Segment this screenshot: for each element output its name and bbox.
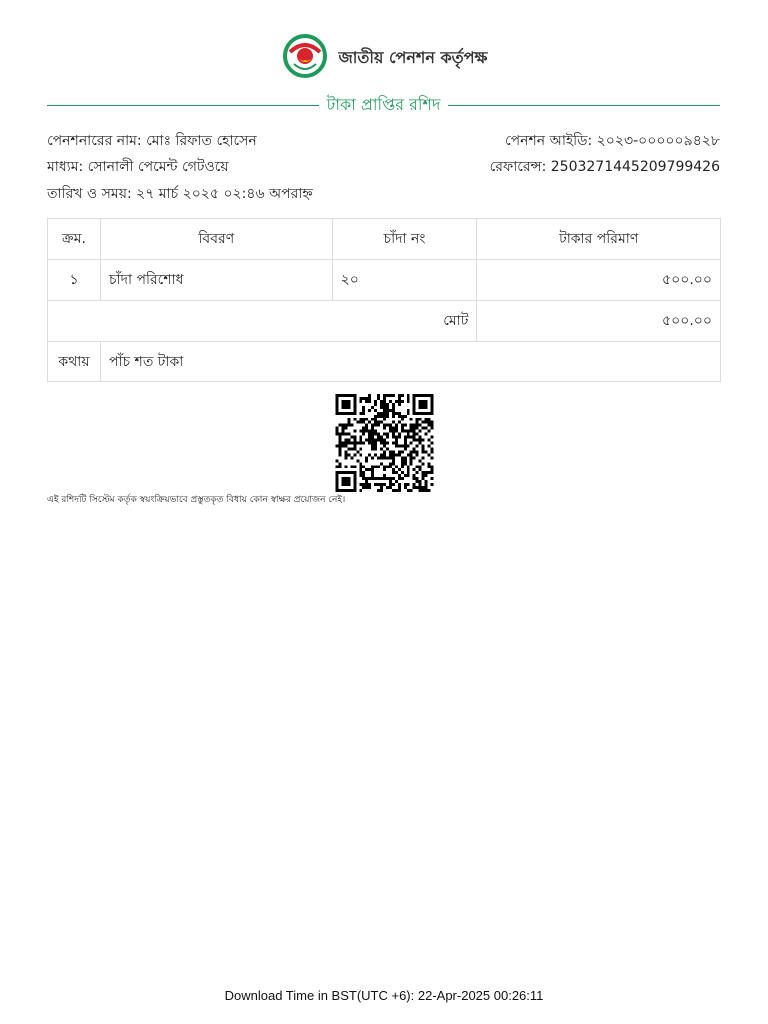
- receipt-title-row: [47, 92, 720, 118]
- org-name: জাতীয় পেনশন কর্তৃপক্ষ: [338, 47, 488, 67]
- in-words-label: কথায়: [48, 342, 101, 382]
- row-serial: ১: [48, 260, 101, 301]
- in-words-value: পাঁচ শত টাকা: [100, 342, 720, 382]
- pension-id: পেনশন আইডি: ২০২৩-০০০০০৯৪২৮: [504, 133, 720, 149]
- pensioner-name: পেনশনারের নাম: মোঃ রিফাত হোসেন: [47, 133, 257, 149]
- info-row-datetime: [47, 182, 720, 204]
- title-divider-left: [47, 105, 319, 106]
- receipt-title: টাকা প্রাপ্তির রশিদ: [326, 94, 441, 114]
- row-contribution-no: ২০: [332, 260, 477, 301]
- total-label: মোট: [48, 301, 477, 342]
- row-amount: ৫০০.০০: [477, 260, 721, 301]
- header-serial: ক্রম.: [48, 219, 101, 260]
- payment-datetime: তারিখ ও সময়: ২৭ মার্চ ২০২৫ ০২:৪৬ অপরাহ্ন: [47, 186, 313, 202]
- reference-number: রেফারেন্স: 2503271445209799426: [489, 159, 720, 175]
- total-amount: ৫০০.০০: [477, 301, 721, 342]
- table-row: [48, 260, 721, 301]
- download-time: Download Time in BST(UTC +6): 22-Apr-2025 00:26:11: [224, 988, 544, 1003]
- qr-code-icon: [333, 394, 436, 492]
- info-row-name-id: [47, 129, 720, 151]
- header-contribution-no: চাঁদা নং: [332, 219, 477, 260]
- title-divider-right: [448, 105, 720, 106]
- no-signature-note: এই রশিদটি সিস্টেম কর্তৃক স্বয়ংক্রিয়ভাবে প্রস্তুতকৃত বিধায় কোন স্বাক্ষর প্রয়োজন নেই।: [47, 495, 346, 505]
- header-amount: টাকার পরিমাণ: [477, 219, 721, 260]
- receipt-table: [47, 218, 721, 382]
- qr-code: [333, 394, 436, 492]
- row-description: চাঁদা পরিশোধ: [100, 260, 332, 301]
- table-header-row: [48, 219, 721, 260]
- in-words-row: [48, 342, 721, 382]
- pension-authority-logo-icon: [280, 34, 330, 82]
- payment-medium: মাধ্যম: সোনালী পেমেন্ট গেটওয়ে: [47, 159, 229, 175]
- header-description: বিবরণ: [100, 219, 332, 260]
- total-row: [48, 301, 721, 342]
- info-row-medium-reference: [47, 155, 720, 177]
- header: [0, 34, 768, 82]
